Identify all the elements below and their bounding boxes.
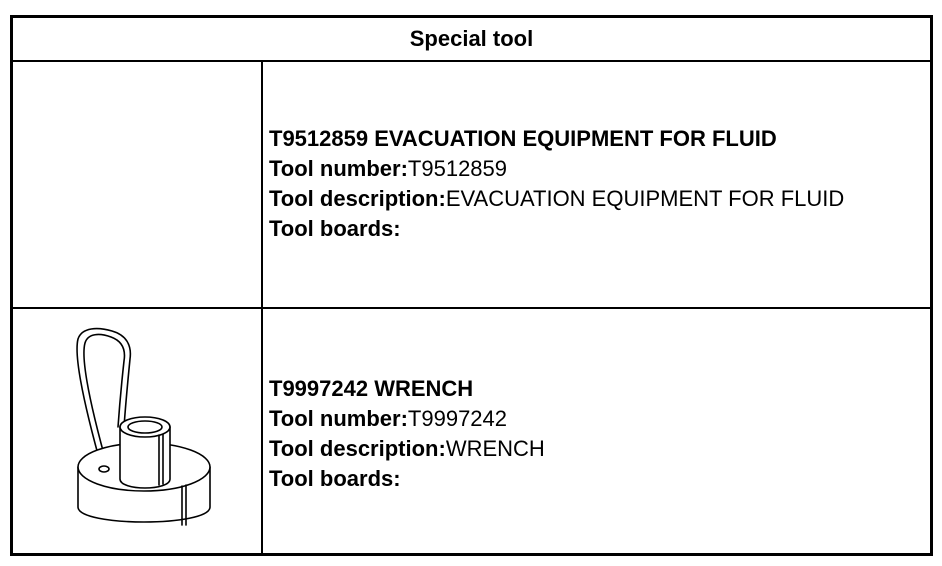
tool-description-label: Tool description: bbox=[269, 186, 446, 211]
tool-description-line bbox=[269, 184, 930, 214]
tool-image-cell bbox=[13, 62, 263, 307]
table-header bbox=[13, 18, 930, 62]
table-row bbox=[13, 62, 930, 309]
tool-number-value: T9512859 bbox=[407, 156, 508, 181]
tool-info-cell bbox=[263, 309, 930, 556]
tool-number-label: Tool number: bbox=[269, 406, 408, 431]
tool-description-value: WRENCH bbox=[445, 436, 545, 461]
table-row bbox=[13, 309, 930, 556]
tool-number-line bbox=[269, 404, 930, 434]
tool-image-cell bbox=[13, 309, 263, 556]
tool-number-value: T9997242 bbox=[407, 406, 508, 431]
tool-description-label: Tool description: bbox=[269, 436, 446, 461]
tool-description-value: EVACUATION EQUIPMENT FOR FLUID bbox=[445, 186, 845, 211]
tool-info-cell bbox=[263, 62, 930, 307]
tool-boards-label: Tool boards: bbox=[269, 466, 401, 491]
special-tool-table bbox=[10, 15, 933, 556]
wrench-tool-icon bbox=[68, 319, 218, 539]
tool-heading: T9997242 WRENCH bbox=[269, 376, 474, 401]
tool-boards-label: Tool boards: bbox=[269, 216, 401, 241]
table-title: Special tool bbox=[409, 26, 534, 51]
tool-number-line bbox=[269, 154, 930, 184]
tool-heading: T9512859 EVACUATION EQUIPMENT FOR FLUID bbox=[269, 126, 777, 151]
tool-number-label: Tool number: bbox=[269, 156, 408, 181]
tool-description-line bbox=[269, 434, 930, 464]
